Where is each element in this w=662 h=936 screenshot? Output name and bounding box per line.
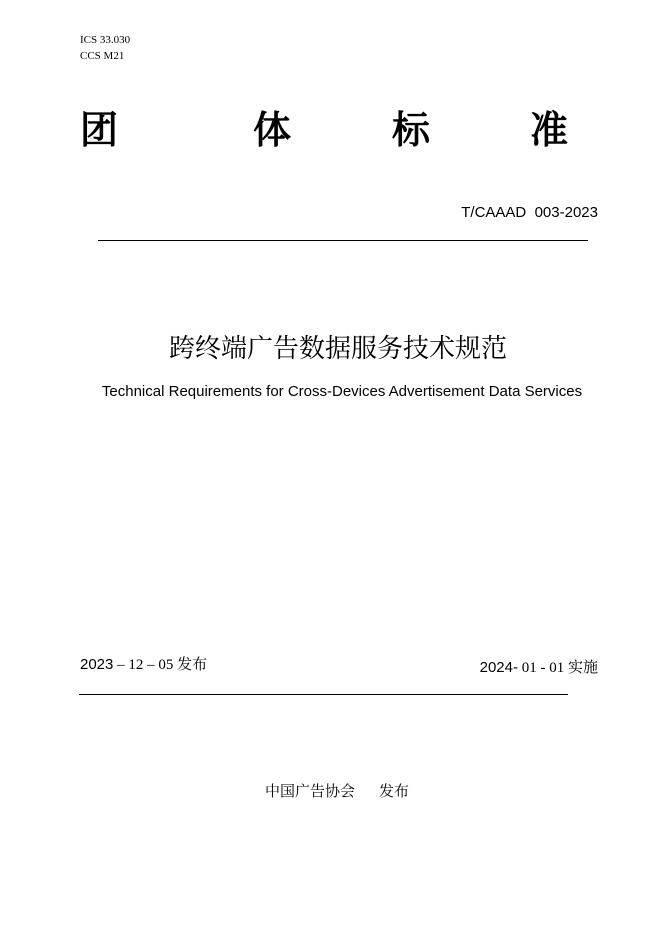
publisher-line [265, 782, 409, 800]
top-divider [98, 240, 588, 241]
bottom-divider [79, 694, 568, 695]
issue-month-day: – 12 – 05 [113, 657, 178, 673]
ics-code: ICS 33.030 [80, 34, 131, 46]
issue-label: 发布 [177, 655, 208, 673]
publisher-label: 发布 [379, 782, 410, 800]
standard-type-char-1: 团 [80, 108, 119, 152]
implement-label: 实施 [567, 658, 598, 676]
implement-month-day: 01 - 01 [517, 660, 568, 676]
implement-year: 2024- [479, 659, 518, 676]
standard-type-char-4: 准 [530, 108, 569, 152]
standard-number: T/CAAAD 003-2023 [461, 204, 598, 221]
issue-year: 2023 [80, 656, 114, 673]
standard-type-char-3: 标 [392, 108, 431, 152]
implementation-date [480, 658, 598, 677]
standard-type-char-2: 体 [253, 108, 292, 152]
document-title-english: Technical Requirements for Cross-Devices Advertisement Data Services [101, 383, 583, 400]
ccs-code: CCS M21 [80, 50, 125, 62]
issue-date [80, 655, 207, 674]
publisher-name: 中国广告协会 [265, 782, 356, 800]
document-title-chinese: 跨终端广告数据服务技术规范 [168, 334, 507, 364]
